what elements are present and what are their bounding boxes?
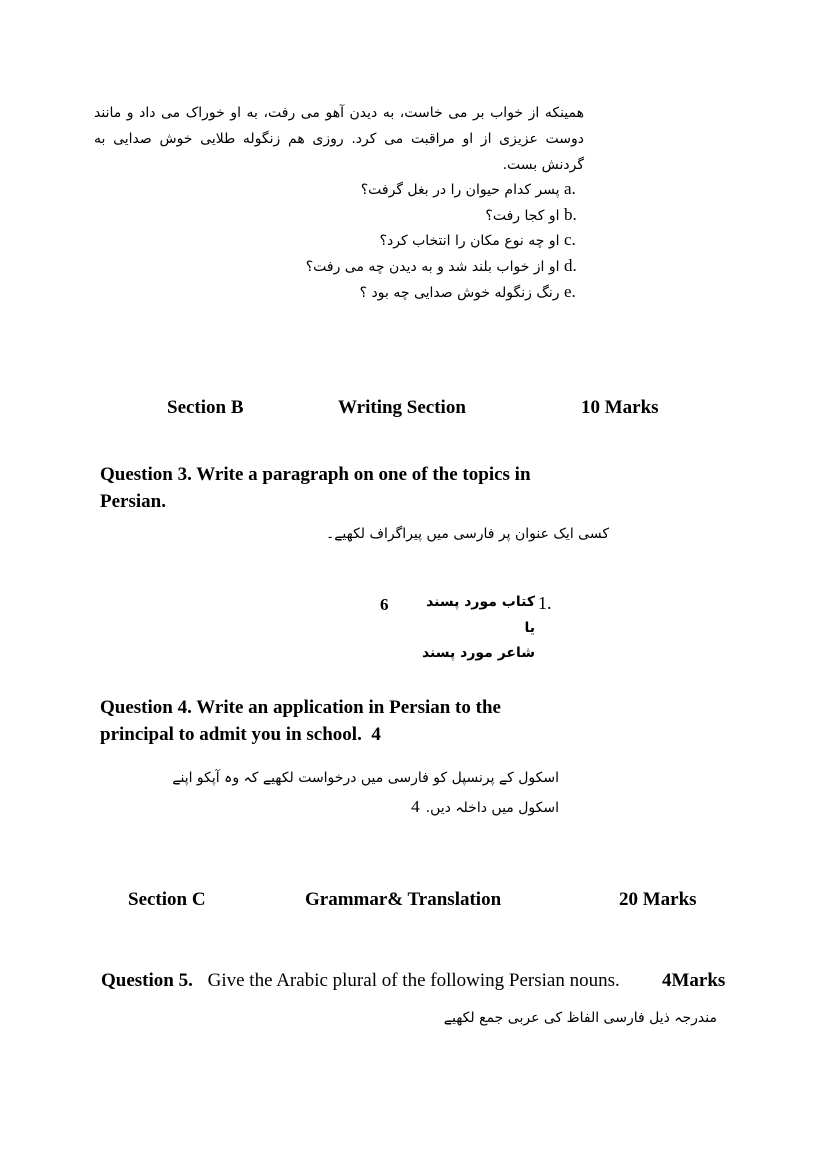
question-a [361, 176, 584, 202]
question-3-line1: Question 3. Write a paragraph on one of the topics in [100, 464, 531, 485]
question-4-urdu-marks: 4 [411, 797, 420, 816]
question-e [360, 279, 584, 305]
question-text: پسر کدام حیوان را در بغل گرفت؟ [360, 182, 560, 198]
topic-number: 1. [538, 593, 552, 613]
question-marker: a. [564, 179, 576, 198]
question-marker: d. [564, 256, 577, 275]
section-c-title: Grammar& Translation [305, 889, 502, 910]
question-text: رنگ زنگوله خوش صدایی چه بود ؟ [359, 285, 560, 301]
question-5-text: Give the Arabic plural of the following Persian nouns. [207, 970, 620, 991]
question-5-row [101, 970, 620, 992]
section-b-marks: 10 Marks [581, 397, 659, 418]
question-3-urdu: کسی ایک عنوان پر فارسی میں پیراگراف لکھیے۔ [325, 526, 609, 542]
question-text: او از خواب بلند شد و به دیدن چه می رفت؟ [305, 259, 560, 275]
question-marker: e. [564, 282, 576, 301]
topic-or: یا [524, 620, 535, 636]
question-4-urdu-line2-row [411, 797, 559, 817]
section-c-marks: 20 Marks [619, 889, 697, 910]
persian-passage: همینکه از خواب بر می خاست، به دیدن آهو می رفت، به او خوراک می داد و مانند دوست عزیزی از او مراقبت می کرد. روزی هم زنگوله طلایی خوش صدایی به گردنش بست. [94, 105, 584, 173]
question-text: او چه نوع مکان را انتخاب کرد؟ [379, 233, 560, 249]
question-3-line2: Persian. [100, 491, 166, 512]
question-b [485, 202, 584, 228]
topic-favorite-book: کتاب مورد پسند [426, 594, 535, 610]
question-4-urdu-line2: اسکول میں داخلہ دیں. [425, 800, 559, 816]
question-d [306, 253, 584, 279]
question-5-marks: 4Marks [662, 970, 726, 991]
question-4-urdu-line1: اسکول کے پرنسپل کو فارسی میں درخواست لکھیے کہ وہ آپکو اپنے [172, 770, 559, 786]
question-4-line1: Question 4. Write an application in Persian to the [100, 697, 501, 718]
question-5-urdu: مندرجہ ذیل فارسی الفاظ کی عربی جمع لکھیے [443, 1010, 717, 1026]
topic-marks: 6 [380, 595, 389, 614]
section-b-label: Section B [167, 397, 244, 418]
topic-favorite-poet: شاعر مورد پسند [421, 645, 535, 661]
section-c-label: Section C [128, 889, 206, 910]
question-marker: c. [564, 230, 576, 249]
question-5-label: Question 5. [101, 970, 193, 991]
question-c [380, 227, 584, 253]
question-marker: b. [564, 205, 577, 224]
question-4-line2: principal to admit you in school. 4 [100, 724, 381, 745]
question-text: او کجا رفت؟ [485, 208, 560, 224]
section-b-title: Writing Section [338, 397, 466, 418]
